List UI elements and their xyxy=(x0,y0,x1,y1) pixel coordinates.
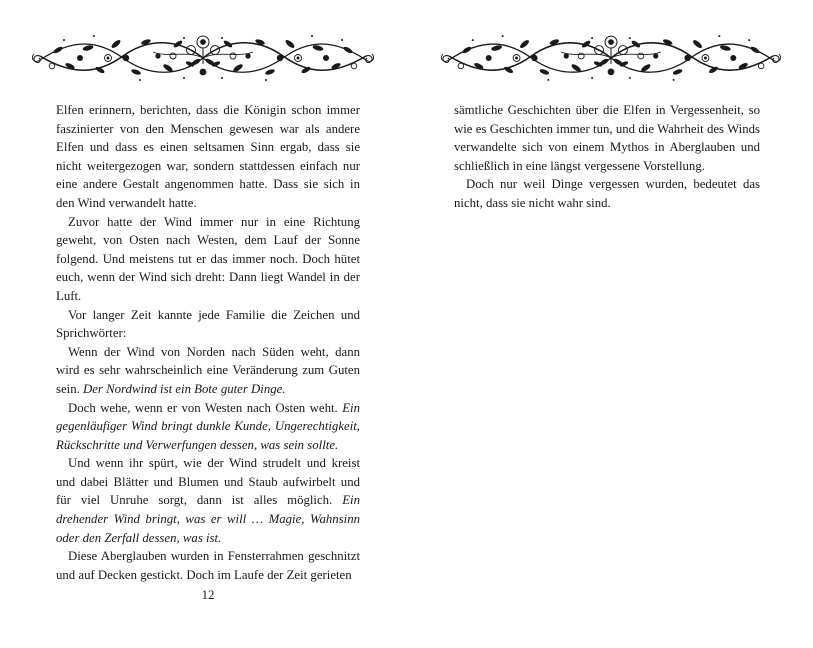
text-run: Zuvor hatte der Wind immer nur in eine Richtung geweht, von Osten nach Westen, dem Lauf der Sonne folgend. Und meistens tut er das immer noch. Doch hütet euch, wenn der Wind sich dreht: Dann liegt Wandel in der Luft. xyxy=(56,214,360,303)
paragraph xyxy=(454,175,760,212)
paragraph xyxy=(454,101,760,175)
paragraph xyxy=(56,343,360,399)
text-run: Wenn der Wind von Norden nach Süden weht, dann wird es sehr wahrscheinlich eine Veränderung zum Guten sein. xyxy=(56,344,360,396)
floral-vine-ornament-icon xyxy=(28,28,378,84)
body-text xyxy=(454,101,760,213)
text-run: Vor langer Zeit kannte jede Familie die Zeichen und Sprichwörter: xyxy=(56,307,360,341)
text-run: Und wenn ihr spürt, wie der Wind strudelt und kreist und dabei Blätter und Blumen und Staub aufwirbelt und für viel Unruhe sorgt, dann ist alles möglich. xyxy=(56,456,360,508)
italic-text: Ein drehender Wind bringt, was er will … Magie, Wahnsinn oder den Zerfall dessen, was ist. xyxy=(56,493,360,545)
paragraph xyxy=(56,454,360,547)
text-run: Doch wehe, wenn er von Westen nach Osten weht. xyxy=(68,400,343,415)
text-run: sämtliche Geschichten über die Elfen in Vergessenheit, so wie es Geschichten immer tun, und die Wahrheit des Winds verwandelte sich von einem Mythos in Aberglauben und schließlich in eine längst vergessene Vorstellung. xyxy=(454,103,760,173)
paragraph xyxy=(56,547,360,584)
italic-text: Der Nordwind ist ein Bote guter Dinge. xyxy=(83,381,286,396)
paragraph xyxy=(56,101,360,213)
text-run: Doch nur weil Dinge vergessen wurden, bedeutet das nicht, dass sie nicht wahr sind. xyxy=(454,177,760,210)
paragraph xyxy=(56,213,360,306)
paragraph xyxy=(56,399,360,455)
italic-text: Ein gegenläufiger Wind bringt dunkle Kunde, Ungerechtigkeit, Rückschritte und Verwerfungen dessen, was sein sollte. xyxy=(56,400,360,452)
page-number: 12 xyxy=(201,588,215,602)
text-run: Diese Aberglauben wurden in Fensterrahmen geschnitzt und auf Decken gestickt. Doch im Laufe der Zeit gerieten xyxy=(56,549,360,582)
right-page xyxy=(407,0,813,648)
left-page xyxy=(0,0,406,648)
paragraph xyxy=(56,306,360,343)
text-run: Elfen erinnern, berichten, dass die Königin schon immer faszinierter von den Menschen gewesen war als andere Elfen und dass es einen seltsamen Sinn ergab, dass sie nicht weitergezogen war, sondern stattdessen einfach nur eine andere Gestalt angenommen hatte. Dass sie sich in den Wind verwandelt hatte. xyxy=(56,103,360,210)
floral-vine-ornament-icon xyxy=(437,28,785,84)
body-text xyxy=(56,101,360,584)
